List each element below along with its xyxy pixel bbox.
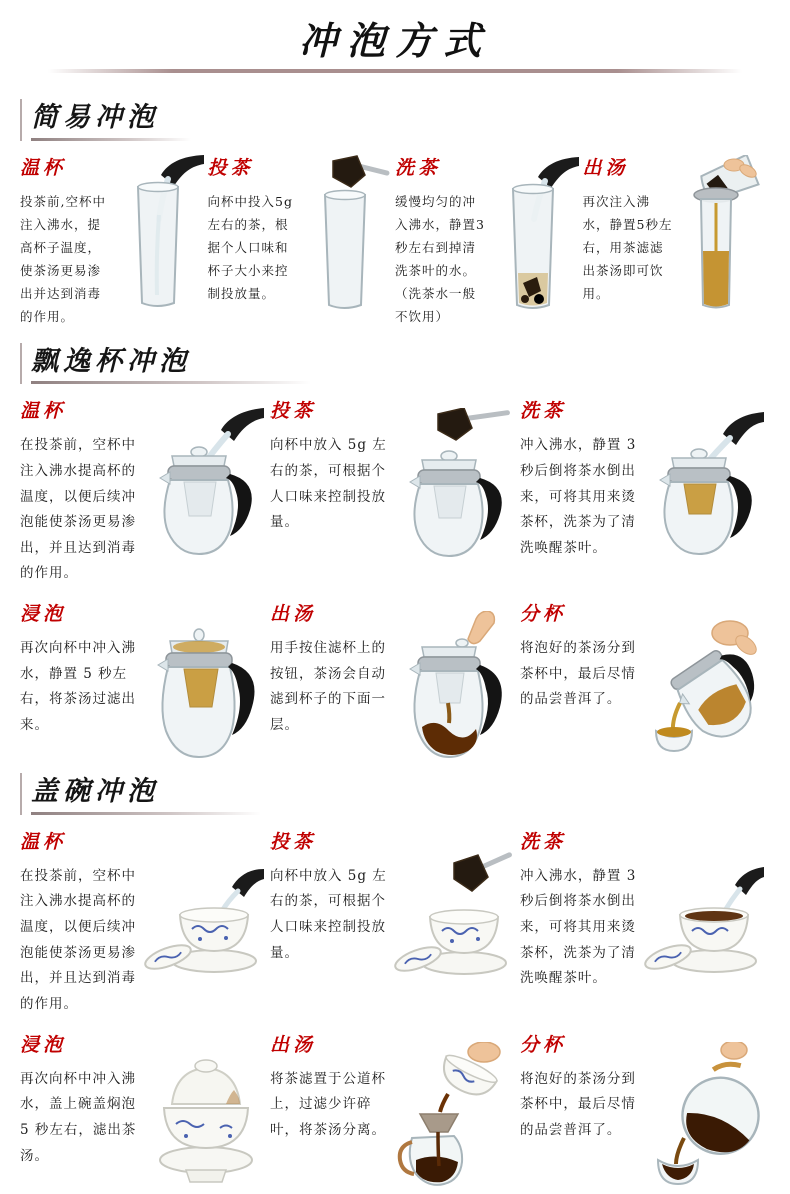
step-title: 投茶 — [269, 830, 316, 853]
page-title: 冲泡方式 — [298, 18, 491, 63]
step-warm-cup — [20, 147, 208, 329]
section-heading-wrap — [20, 773, 261, 815]
section-simple-brewing — [0, 99, 790, 329]
step-title: 分杯 — [519, 603, 566, 626]
step-warm-cup — [20, 821, 270, 1018]
step-description: 将茶滤置于公道杯上，过滤少许碎叶，将茶汤分离。 — [269, 1070, 386, 1138]
step-description: 将泡好的茶汤分到茶杯中，最后尽情的品尝普洱了。 — [519, 640, 636, 708]
step-description: 向杯中投入5g左右的茶，根据个人口味和杯子大小来控制投放量。 — [207, 193, 293, 302]
heading-underline — [31, 381, 311, 384]
pitcher-share-cup-photo — [642, 1042, 764, 1194]
gaiwan-warm-pour-photo — [142, 839, 264, 991]
step-pour-liquor — [270, 593, 520, 763]
section-heading: 盖碗冲泡 — [31, 776, 159, 808]
step-title: 出汤 — [582, 156, 629, 179]
step-description: 投茶前,空杯中注入沸水，提高杯子温度，使茶汤更易渗出并达到消毒的作用。 — [20, 193, 106, 325]
section-piaoyi-cup-brewing — [0, 343, 790, 764]
step-rinse-tea — [395, 147, 583, 329]
teapot-warm-pour-photo — [142, 408, 264, 560]
heading-underline — [31, 812, 261, 815]
step-warm-cup — [20, 390, 270, 587]
step-description: 冲入沸水，静置 3 秒后倒将茶水倒出来，可将其用来烫茶杯，洗茶为了清洗唤醒茶叶。 — [519, 437, 637, 556]
step-description: 用手按住滤杯上的按钮，茶汤会自动滤到杯子的下面一层。 — [269, 640, 386, 734]
steps-row — [20, 390, 770, 587]
section-heading: 简易冲泡 — [31, 102, 159, 133]
steps-row — [20, 1024, 770, 1194]
gaiwan-steep-lid-photo — [142, 1042, 264, 1194]
step-description: 将泡好的茶汤分到茶杯中，最后尽情的品尝普洱了。 — [519, 1070, 636, 1138]
glass-rinse-tea-photo — [487, 155, 579, 313]
step-description: 向杯中放入 5g 左右的茶，可根据个人口味来控制投放量。 — [269, 867, 387, 961]
step-steep — [20, 593, 270, 763]
gaiwan-strain-pitcher-photo — [392, 1042, 514, 1194]
step-add-tea — [270, 821, 520, 1018]
step-title: 洗茶 — [519, 830, 566, 853]
step-description: 再次注入沸水，静置5秒左右，用茶滤滤出茶汤即可饮用。 — [582, 193, 673, 302]
gaiwan-rinse-tea-photo — [642, 839, 764, 991]
step-pour-liquor — [270, 1024, 520, 1194]
step-add-tea — [208, 147, 396, 329]
step-title: 浸泡 — [20, 603, 67, 626]
step-share-cups — [520, 1024, 770, 1194]
step-rinse-tea — [520, 821, 770, 1018]
section-heading: 飘逸杯冲泡 — [31, 345, 191, 377]
step-description: 向杯中放入 5g 左右的茶，可根据个人口味来控制投放量。 — [269, 437, 387, 531]
glass-warm-pour-photo — [112, 155, 204, 313]
teapot-press-button-photo — [392, 611, 514, 763]
step-share-cups — [520, 593, 770, 763]
step-title: 温杯 — [20, 400, 67, 423]
step-description: 在投茶前，空杯中注入沸水提高杯的温度，以便后续冲泡能使茶汤更易渗出，并且达到消毒的作用。 — [20, 437, 136, 582]
step-title: 洗茶 — [395, 156, 442, 179]
step-title: 出汤 — [269, 1033, 316, 1056]
step-add-tea — [270, 390, 520, 587]
step-title: 分杯 — [519, 1033, 566, 1056]
teapot-share-cup-photo — [642, 611, 764, 763]
steps-row — [20, 147, 770, 329]
step-description: 缓慢均匀的冲入沸水，静置3秒左右到掉清洗茶叶的水。（洗茶水一般不饮用） — [395, 193, 485, 325]
step-title: 温杯 — [20, 830, 67, 853]
step-rinse-tea — [520, 390, 770, 587]
step-title: 洗茶 — [519, 400, 566, 423]
section-heading-wrap — [20, 99, 191, 141]
teapot-rinse-tea-photo — [642, 408, 764, 560]
step-description: 再次向杯中冲入沸水，盖上碗盖焖泡 5 秒左右，滤出茶汤。 — [20, 1070, 137, 1164]
section-gaiwan-brewing — [0, 773, 790, 1194]
heading-underline — [31, 138, 191, 141]
step-title: 温杯 — [20, 156, 67, 179]
step-description: 在投茶前，空杯中注入沸水提高杯的温度，以便后续冲泡能使茶汤更易渗出，并且达到消毒的作用。 — [20, 867, 136, 1013]
gaiwan-add-tea-photo — [392, 839, 514, 991]
step-title: 浸泡 — [20, 1033, 67, 1056]
steps-row — [20, 593, 770, 763]
steps-row — [20, 821, 770, 1018]
step-description: 冲入沸水，静置 3 秒后倒将茶水倒出来，可将其用来烫茶杯，洗茶为了清洗唤醒茶叶。 — [519, 867, 637, 987]
glass-strain-liquor-photo — [674, 155, 766, 313]
glass-add-tea-photo — [299, 155, 391, 313]
step-steep — [20, 1024, 270, 1194]
step-title: 出汤 — [269, 603, 316, 626]
step-title: 投茶 — [207, 156, 254, 179]
section-heading-wrap — [20, 343, 311, 385]
step-description: 再次向杯中冲入沸水，静置 5 秒左右，将茶汤过滤出来。 — [20, 640, 136, 734]
teapot-steep-photo — [142, 611, 264, 763]
title-divider — [48, 69, 742, 73]
teapot-add-tea-photo — [392, 408, 514, 560]
step-title: 投茶 — [269, 400, 316, 423]
step-pour-liquor — [583, 147, 771, 329]
